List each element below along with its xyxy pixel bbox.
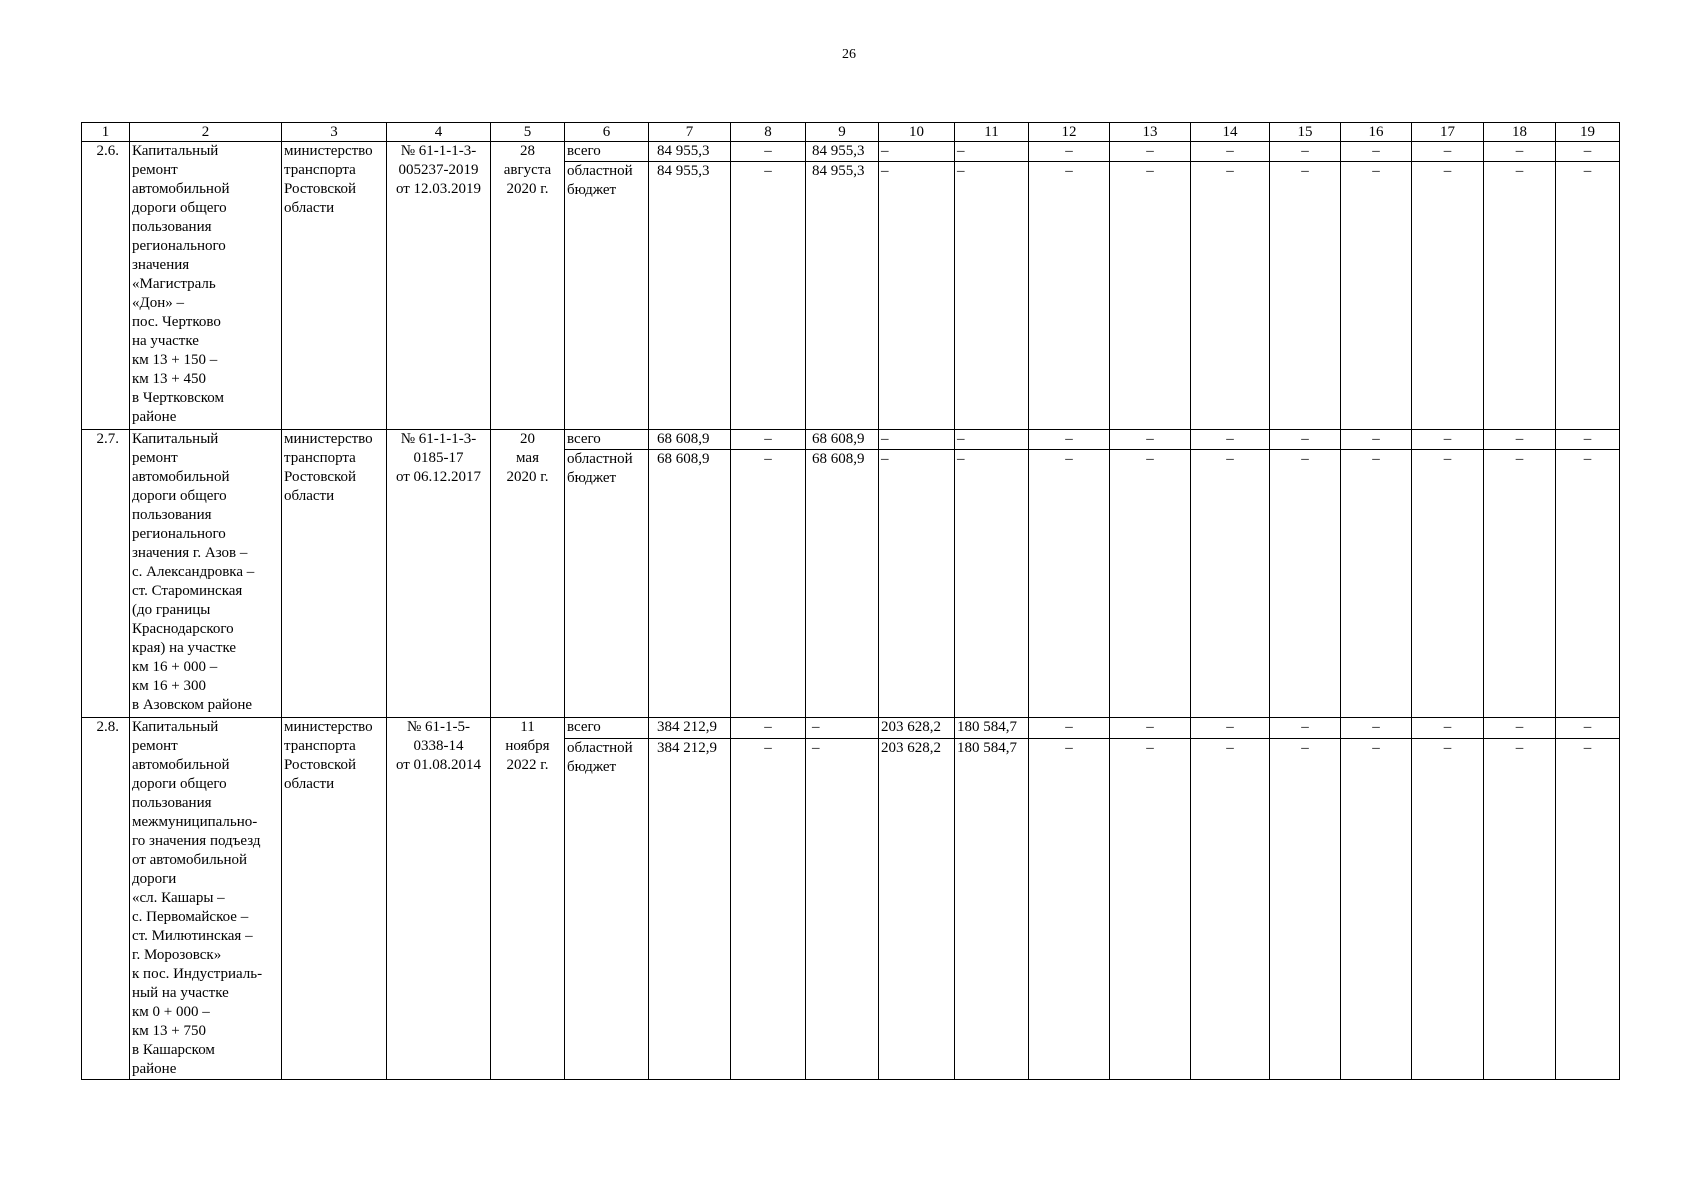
table-header <box>82 123 1620 142</box>
object-name: Капитальный ремонт автомобильной дороги общего пользования регионального значения «Магистраль «Дон» – пос. Чертково на участке км 13 + 150 – км 13 + 450 в Чертковском районе <box>130 142 282 430</box>
value-cell-col-13: – <box>1110 142 1191 162</box>
value-cell-col-14: – <box>1191 142 1270 162</box>
column-number-row <box>82 123 1620 142</box>
completion-date: 20 мая 2020 г. <box>491 430 565 718</box>
value-cell-col-18: – <box>1484 142 1556 162</box>
value-cell-col-15: – <box>1270 142 1341 162</box>
value-cell-col-11: – <box>955 142 1029 162</box>
value-cell-col-10: – <box>879 450 955 718</box>
completion-date: 11 ноября 2022 г. <box>491 718 565 1080</box>
column-header-3: 3 <box>282 123 387 142</box>
column-header-16: 16 <box>1341 123 1412 142</box>
column-header-12: 12 <box>1029 123 1110 142</box>
column-header-7: 7 <box>649 123 731 142</box>
value-cell-col-9: 84 955,3 <box>806 162 879 430</box>
value-cell-col-17: – <box>1412 142 1484 162</box>
value-cell-col-15: – <box>1270 450 1341 718</box>
value-cell-col-7: 68 608,9 <box>649 430 731 450</box>
value-cell-col-17: – <box>1412 430 1484 450</box>
value-cell-col-12: – <box>1029 142 1110 162</box>
value-cell-col-12: – <box>1029 718 1110 739</box>
column-header-1: 1 <box>82 123 130 142</box>
column-header-9: 9 <box>806 123 879 142</box>
funding-source: всего <box>565 718 649 739</box>
program-table <box>81 122 1620 1080</box>
value-cell-col-13: – <box>1110 450 1191 718</box>
project-document: № 61-1-1-3- 005237-2019 от 12.03.2019 <box>387 142 491 430</box>
project-document: № 61-1-1-3- 0185-17 от 06.12.2017 <box>387 430 491 718</box>
column-header-11: 11 <box>955 123 1029 142</box>
value-cell-col-14: – <box>1191 450 1270 718</box>
value-cell-col-16: – <box>1341 430 1412 450</box>
column-header-10: 10 <box>879 123 955 142</box>
value-cell-col-9: 84 955,3 <box>806 142 879 162</box>
object-name: Капитальный ремонт автомобильной дороги общего пользования межмуниципально- го значения подъезд от автомобильной дороги «сл. Кашары – с. Первомайское – ст. Милютинская – г. Морозовск» к пос. Индустриаль- ный на участке км 0 + 000 – км 13 + 750 в Кашарском районе <box>130 718 282 1080</box>
value-cell-col-19: – <box>1556 718 1620 739</box>
value-cell-col-13: – <box>1110 738 1191 1079</box>
value-cell-col-8: – <box>731 162 806 430</box>
value-cell-col-19: – <box>1556 162 1620 430</box>
column-header-15: 15 <box>1270 123 1341 142</box>
row-number: 2.6. <box>82 142 130 430</box>
value-cell-col-13: – <box>1110 162 1191 430</box>
customer: министерство транспорта Ростовской области <box>282 430 387 718</box>
value-cell-col-17: – <box>1412 162 1484 430</box>
value-cell-col-7: 384 212,9 <box>649 718 731 739</box>
value-cell-col-10: 203 628,2 <box>879 718 955 739</box>
value-cell-col-10: 203 628,2 <box>879 738 955 1079</box>
value-cell-col-17: – <box>1412 450 1484 718</box>
value-cell-col-10: – <box>879 162 955 430</box>
completion-date: 28 августа 2020 г. <box>491 142 565 430</box>
value-cell-col-11: – <box>955 162 1029 430</box>
value-cell-col-12: – <box>1029 738 1110 1079</box>
column-header-2: 2 <box>130 123 282 142</box>
column-header-6: 6 <box>565 123 649 142</box>
value-cell-col-11: 180 584,7 <box>955 738 1029 1079</box>
value-cell-col-17: – <box>1412 718 1484 739</box>
value-cell-col-7: 84 955,3 <box>649 162 731 430</box>
value-cell-col-8: – <box>731 430 806 450</box>
value-cell-col-14: – <box>1191 738 1270 1079</box>
value-cell-col-14: – <box>1191 430 1270 450</box>
value-cell-col-13: – <box>1110 430 1191 450</box>
value-cell-col-7: 84 955,3 <box>649 142 731 162</box>
value-cell-col-8: – <box>731 738 806 1079</box>
value-cell-col-7: 384 212,9 <box>649 738 731 1079</box>
value-cell-col-18: – <box>1484 430 1556 450</box>
row-number: 2.8. <box>82 718 130 1080</box>
value-cell-col-8: – <box>731 142 806 162</box>
value-cell-col-8: – <box>731 450 806 718</box>
value-cell-col-15: – <box>1270 162 1341 430</box>
value-cell-col-16: – <box>1341 162 1412 430</box>
table-row <box>82 142 1620 162</box>
table-row <box>82 430 1620 450</box>
value-cell-col-18: – <box>1484 450 1556 718</box>
value-cell-col-18: – <box>1484 738 1556 1079</box>
value-cell-col-12: – <box>1029 450 1110 718</box>
value-cell-col-15: – <box>1270 718 1341 739</box>
object-name: Капитальный ремонт автомобильной дороги общего пользования регионального значения г. Азов – с. Александровка – ст. Староминская (до границы Краснодарского края) на участке км 16 + 000 – км 16 + 300 в Азовском районе <box>130 430 282 718</box>
funding-source: всего <box>565 430 649 450</box>
column-header-8: 8 <box>731 123 806 142</box>
customer: министерство транспорта Ростовской области <box>282 718 387 1080</box>
value-cell-col-15: – <box>1270 738 1341 1079</box>
value-cell-col-9: 68 608,9 <box>806 450 879 718</box>
value-cell-col-18: – <box>1484 718 1556 739</box>
column-header-4: 4 <box>387 123 491 142</box>
value-cell-col-9: 68 608,9 <box>806 430 879 450</box>
value-cell-col-17: – <box>1412 738 1484 1079</box>
value-cell-col-11: 180 584,7 <box>955 718 1029 739</box>
value-cell-col-14: – <box>1191 162 1270 430</box>
funding-source: областной бюджет <box>565 162 649 430</box>
column-header-5: 5 <box>491 123 565 142</box>
value-cell-col-7: 68 608,9 <box>649 450 731 718</box>
funding-source: областной бюджет <box>565 450 649 718</box>
value-cell-col-19: – <box>1556 738 1620 1079</box>
value-cell-col-10: – <box>879 430 955 450</box>
column-header-13: 13 <box>1110 123 1191 142</box>
column-header-14: 14 <box>1191 123 1270 142</box>
column-header-19: 19 <box>1556 123 1620 142</box>
value-cell-col-10: – <box>879 142 955 162</box>
value-cell-col-16: – <box>1341 718 1412 739</box>
value-cell-col-9: – <box>806 738 879 1079</box>
value-cell-col-16: – <box>1341 142 1412 162</box>
value-cell-col-11: – <box>955 430 1029 450</box>
value-cell-col-13: – <box>1110 718 1191 739</box>
funding-source: всего <box>565 142 649 162</box>
value-cell-col-12: – <box>1029 162 1110 430</box>
value-cell-col-18: – <box>1484 162 1556 430</box>
row-number: 2.7. <box>82 430 130 718</box>
value-cell-col-16: – <box>1341 738 1412 1079</box>
project-document: № 61-1-5- 0338-14 от 01.08.2014 <box>387 718 491 1080</box>
funding-source: областной бюджет <box>565 738 649 1079</box>
value-cell-col-15: – <box>1270 430 1341 450</box>
table-body <box>82 142 1620 1080</box>
value-cell-col-11: – <box>955 450 1029 718</box>
value-cell-col-12: – <box>1029 430 1110 450</box>
value-cell-col-8: – <box>731 718 806 739</box>
value-cell-col-19: – <box>1556 430 1620 450</box>
value-cell-col-14: – <box>1191 718 1270 739</box>
column-header-18: 18 <box>1484 123 1556 142</box>
table-row <box>82 718 1620 739</box>
column-header-17: 17 <box>1412 123 1484 142</box>
page-number: 26 <box>842 47 856 62</box>
value-cell-col-9: – <box>806 718 879 739</box>
value-cell-col-19: – <box>1556 450 1620 718</box>
value-cell-col-19: – <box>1556 142 1620 162</box>
value-cell-col-16: – <box>1341 450 1412 718</box>
customer: министерство транспорта Ростовской области <box>282 142 387 430</box>
